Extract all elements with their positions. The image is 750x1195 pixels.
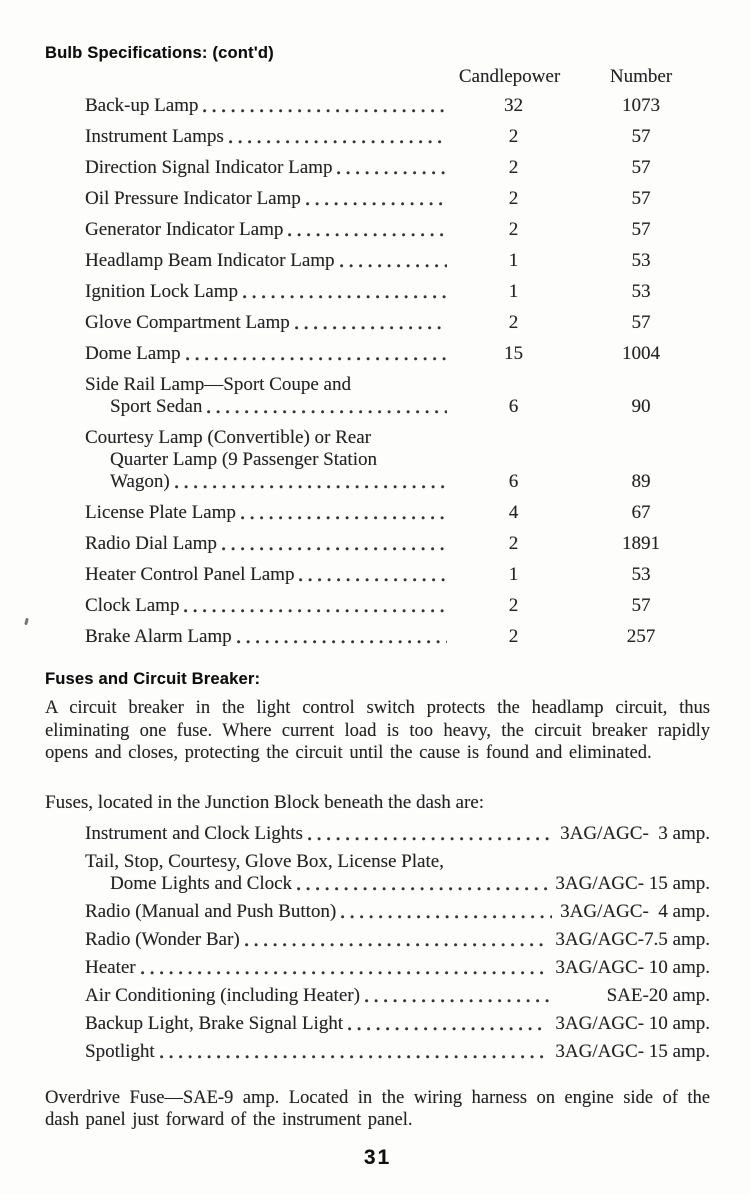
fuse-rating-value: 3AG/AGC- 15 amp. (555, 872, 710, 894)
dot-leader (295, 326, 447, 331)
bulb-table-row (45, 626, 710, 648)
dot-leader (308, 837, 552, 842)
bulb-candlepower-value: 2 (508, 188, 519, 209)
bulb-row-main-line (45, 250, 710, 272)
dot-leader (365, 999, 552, 1004)
bulb-name: Wagon) (110, 471, 170, 492)
bulb-name: Ignition Lock Lamp (85, 281, 239, 302)
fuse-table-body (45, 823, 710, 1063)
bulb-table-row (45, 281, 710, 303)
bulb-row-main-line (45, 396, 710, 418)
header-spacer (45, 66, 447, 88)
dot-leader (160, 1055, 548, 1060)
name-line: Courtesy Lamp (Convertible) or Rear (85, 427, 371, 448)
bulb-row-main-line (45, 157, 710, 179)
bulb-candlepower-value: 32 (504, 95, 523, 116)
column-header-candlepower: Candlepower (458, 66, 561, 87)
dot-leader (337, 171, 447, 176)
bulb-number-value: 57 (631, 157, 651, 178)
bulb-name: Radio Dial Lamp (85, 533, 217, 554)
bulb-candlepower-value: 2 (508, 157, 519, 178)
bulb-table-row (45, 312, 710, 334)
bulb-number-value: 1004 (622, 343, 660, 364)
fuse-rating-value: 3AG/AGC- 4 amp. (560, 900, 710, 922)
fuse-rating-value: 3AG/AGC- 10 amp. (555, 956, 710, 978)
dot-leader (229, 140, 447, 145)
fuse-rating-value: SAE-20 amp. (606, 984, 710, 1006)
page-number: 31 (363, 1145, 392, 1169)
fuse-row (45, 1041, 710, 1063)
bulb-table-row (45, 95, 710, 117)
bulb-candlepower-value: 1 (508, 564, 519, 585)
dot-leader (207, 410, 447, 415)
fuse-row-main-line (45, 901, 710, 923)
fuse-name: Air Conditioning (including Heater) (85, 984, 360, 1006)
fuse-name: Spotlight (85, 1040, 155, 1062)
fuse-rating-value: 3AG/AGC- 10 amp. (555, 1012, 710, 1034)
bulb-name-extra-lines (45, 374, 710, 396)
bulb-table-row (45, 564, 710, 586)
bulb-number-value: 53 (631, 564, 651, 585)
bulb-candlepower-value: 4 (508, 502, 519, 523)
bulb-number-value: 57 (631, 595, 651, 616)
dot-leader (306, 202, 447, 207)
dot-leader (203, 109, 447, 114)
dot-leader (222, 547, 447, 552)
bulb-number-value: 57 (631, 219, 651, 240)
bulb-section-title: Bulb Specifications: (cont'd) (45, 44, 274, 62)
fuse-row-main-line (45, 1041, 710, 1063)
fuse-row-main-line (45, 957, 710, 979)
fuse-row (45, 851, 710, 895)
circuit-breaker-paragraph: A circuit breaker in the light control switch protects the headlamp circuit, thus eliminating one fuse. Where current load is too heavy, the circuit breaker rapidly opens and closes, protecting the circuit until the cause is found and eliminated. (45, 698, 710, 763)
fuse-name: Radio (Manual and Push Button) (85, 900, 337, 922)
dot-leader (175, 485, 447, 490)
bulb-row-main-line (45, 219, 710, 241)
bulb-table-row (45, 188, 710, 210)
dot-leader (245, 943, 548, 948)
dot-leader (288, 233, 447, 238)
bulb-number-value: 57 (631, 188, 651, 209)
fuse-section-title: Fuses and Circuit Breaker: (45, 670, 261, 688)
fuse-row-main-line (45, 873, 710, 895)
name-line: Side Rail Lamp—Sport Coupe and (85, 374, 351, 395)
fuse-list-intro: Fuses, located in the Junction Block beneath the dash are: (45, 791, 484, 813)
fuse-name: Backup Light, Brake Signal Light (85, 1012, 344, 1034)
bulb-candlepower-value: 2 (508, 626, 519, 647)
bulb-candlepower-value: 6 (508, 396, 519, 417)
bulb-number-value: 53 (631, 281, 651, 302)
fuse-name: Heater (85, 956, 136, 978)
bulb-name: Heater Control Panel Lamp (85, 564, 295, 585)
bulb-row-main-line (45, 126, 710, 148)
column-header-number: Number (609, 66, 673, 87)
fuse-row-main-line (45, 823, 710, 845)
fuse-name: Instrument and Clock Lights (85, 822, 303, 844)
bulb-table-body (45, 95, 710, 648)
bulb-row-main-line (45, 564, 710, 586)
fuse-name: Radio (Wonder Bar) (85, 928, 240, 950)
bulb-number-value: 90 (631, 396, 651, 417)
bulb-table-row (45, 533, 710, 555)
bulb-number-value: 1073 (622, 95, 660, 116)
bulb-number-value: 67 (631, 502, 651, 523)
fuse-row-main-line (45, 985, 710, 1007)
bulb-row-main-line (45, 533, 710, 555)
bulb-name: Glove Compartment Lamp (85, 312, 290, 333)
fuse-row-main-line (45, 1013, 710, 1035)
dot-leader (184, 609, 447, 614)
bulb-row-main-line (45, 595, 710, 617)
dot-leader (297, 887, 547, 892)
dot-leader (186, 357, 447, 362)
bulb-name-extra-lines (45, 427, 710, 471)
bulb-number-value: 89 (631, 471, 651, 492)
bulb-table-row (45, 343, 710, 365)
fuse-row (45, 901, 710, 923)
fuse-name-extra-lines (45, 851, 710, 873)
bulb-name: Generator Indicator Lamp (85, 219, 284, 240)
bulb-table-row (45, 157, 710, 179)
fuse-row-main-line (45, 929, 710, 951)
dot-leader (340, 264, 447, 269)
bulb-row-main-line (45, 281, 710, 303)
dot-leader (299, 578, 447, 583)
bulb-candlepower-value: 2 (508, 312, 519, 333)
bulb-candlepower-value: 1 (508, 281, 519, 302)
dot-leader (348, 1027, 547, 1032)
bulb-table-row (45, 595, 710, 617)
bulb-row-main-line (45, 502, 710, 524)
dot-leader (241, 516, 447, 521)
fuse-row (45, 957, 710, 979)
bulb-name: License Plate Lamp (85, 502, 236, 523)
bulb-row-main-line (45, 95, 710, 117)
fuse-rating-value: 3AG/AGC- 15 amp. (555, 1040, 710, 1062)
fuse-row (45, 929, 710, 951)
dot-leader (237, 640, 447, 645)
bulb-name: Headlamp Beam Indicator Lamp (85, 250, 335, 271)
scan-artifact (24, 618, 29, 626)
dot-leader (243, 295, 447, 300)
fuse-row (45, 985, 710, 1007)
fuse-rating-value: 3AG/AGC- 3 amp. (560, 822, 710, 844)
bulb-candlepower-value: 6 (508, 471, 519, 492)
bulb-table-row (45, 250, 710, 272)
bulb-number-value: 257 (626, 626, 656, 647)
name-line: Quarter Lamp (9 Passenger Station (110, 449, 377, 470)
bulb-candlepower-value: 1 (508, 250, 519, 271)
fuse-row (45, 1013, 710, 1035)
bulb-number-value: 57 (631, 126, 651, 147)
bulb-row-main-line (45, 188, 710, 210)
bulb-name: Brake Alarm Lamp (85, 626, 232, 647)
overdrive-note: Overdrive Fuse—SAE-9 amp. Located in the wiring harness on engine side of the dash panel just forward of the instrument panel. (45, 1087, 710, 1130)
fuse-name: Dome Lights and Clock (110, 872, 293, 894)
bulb-row-main-line (45, 312, 710, 334)
bulb-table-row (45, 126, 710, 148)
bulb-candlepower-value: 2 (508, 595, 519, 616)
bulb-table-header (45, 66, 710, 88)
bulb-name: Sport Sedan (110, 396, 203, 417)
bulb-table-row (45, 502, 710, 524)
bulb-row-main-line (45, 343, 710, 365)
bulb-table-row (45, 219, 710, 241)
bulb-name: Dome Lamp (85, 343, 181, 364)
bulb-table-row (45, 427, 710, 493)
bulb-candlepower-value: 15 (504, 343, 523, 364)
dot-leader (341, 915, 552, 920)
fuse-rating-value: 3AG/AGC-7.5 amp. (555, 928, 710, 950)
bulb-name: Direction Signal Indicator Lamp (85, 157, 333, 178)
bulb-name: Oil Pressure Indicator Lamp (85, 188, 301, 209)
bulb-row-main-line (45, 626, 710, 648)
bulb-name: Clock Lamp (85, 595, 180, 616)
bulb-row-main-line (45, 471, 710, 493)
fuse-row (45, 823, 710, 845)
bulb-number-value: 57 (631, 312, 651, 333)
bulb-candlepower-value: 2 (508, 219, 519, 240)
bulb-name: Instrument Lamps (85, 126, 224, 147)
bulb-number-value: 53 (631, 250, 651, 271)
bulb-candlepower-value: 2 (508, 533, 519, 554)
name-line: Tail, Stop, Courtesy, Glove Box, License Plate, (85, 850, 444, 872)
bulb-name: Back-up Lamp (85, 95, 199, 116)
bulb-number-value: 1891 (622, 533, 660, 554)
bulb-candlepower-value: 2 (508, 126, 519, 147)
dot-leader (141, 971, 548, 976)
bulb-table-row (45, 374, 710, 418)
